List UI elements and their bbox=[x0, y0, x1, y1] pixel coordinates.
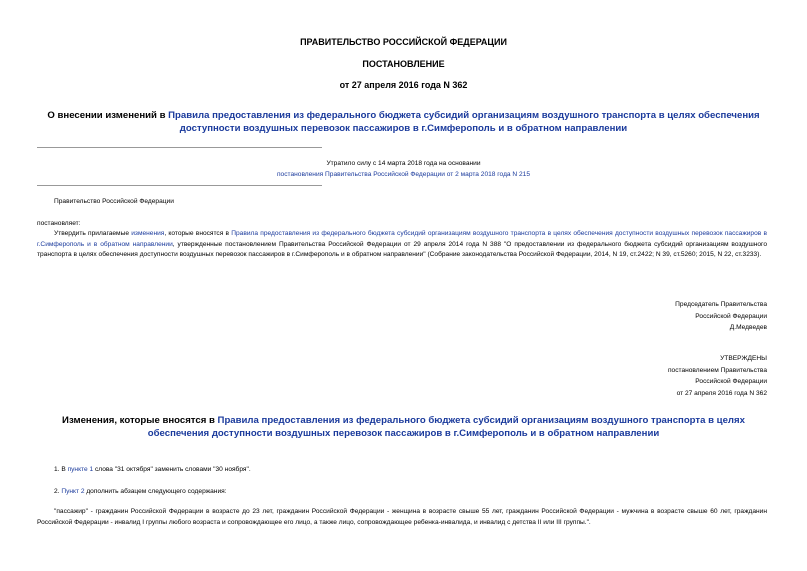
quote-paragraph: "пассажир" - гражданин Российской Федерации в возрасте до 23 лет, гражданин Российской Федерации - женщина в возрасте свыше 55 лет, гражданин Российской Федерации - мужчина в возрасте свыше 60 лет, гражданин Российской Федерации - инвалид I группы любого возраста и сопровождающее его лицо, а также лицо, сопровождающее ребенка-инвалида, и инвалид с детства II или III группы.". bbox=[37, 508, 767, 526]
title-prefix: О внесении изменений в bbox=[47, 110, 169, 121]
approved-date: от 27 апреля 2016 года N 362 bbox=[676, 389, 767, 397]
p1-text-c: , утвержденные постановлением Правительства Российской Федерации от 29 апреля 2014 года N 388 "О предоставлении из федерального бюджета субсидий организациям воздушного транспорта в целях обеспечения доступности воздушных перевозок пассажиров в г.Симферополь и в обратном направлении" bbox=[37, 240, 767, 258]
item-2-text-a: 2. bbox=[54, 488, 62, 495]
item-1 bbox=[54, 465, 251, 476]
decrees-line: постановляет: bbox=[37, 220, 81, 227]
changes-title-prefix: Изменения, которые вносятся в bbox=[62, 415, 218, 426]
divider-bottom bbox=[37, 185, 322, 186]
changes-title bbox=[40, 414, 767, 440]
p1-text-a: Утвердить прилагаемые bbox=[54, 230, 132, 237]
main-paragraph bbox=[37, 229, 767, 261]
signature-block bbox=[675, 299, 767, 334]
item-1-text-b: слова "31 октября" заменить словами "30 ноября". bbox=[93, 466, 251, 473]
approved-heading: УТВЕРЖДЕНЫ bbox=[720, 355, 767, 362]
document-title bbox=[40, 109, 767, 135]
item-1-text-a: 1. В bbox=[54, 466, 68, 473]
government-line: Правительство Российской Федерации bbox=[54, 198, 174, 205]
divider-top bbox=[37, 147, 322, 148]
p1-text-d: (Собрание законодательства Российской Федерации, 2014, N 19, ст.2422; N 39, ст.5260; 2015, N 22, ст.3233). bbox=[425, 251, 762, 258]
approved-by: постановлением Правительства bbox=[667, 366, 767, 374]
signature-org: Российской Федерации bbox=[695, 312, 767, 320]
status-repeal-link[interactable]: постановления Правительства Российской Федерации от 2 марта 2018 года N 215 bbox=[276, 171, 531, 178]
approved-block bbox=[668, 353, 767, 399]
status-note bbox=[0, 158, 807, 180]
rules-link[interactable]: Правила предоставления из федерального бюджета субсидий организациям воздушного транспорта в целях обеспечения доступности воздушных перевозок пассажиров в г.Симферополь и в обратном направлении bbox=[37, 230, 767, 248]
item-2 bbox=[54, 487, 227, 498]
approved-org: Российской Федерации bbox=[695, 378, 767, 385]
signature-name: Д.Медведев bbox=[729, 324, 767, 331]
item-2-link[interactable]: Пункт 2 bbox=[61, 488, 85, 495]
item-2-text-b: дополнить абзацем следующего содержания: bbox=[84, 488, 227, 495]
document-date-number: от 27 апреля 2016 года N 362 bbox=[339, 80, 468, 90]
signature-title: Председатель Правительства bbox=[675, 301, 767, 308]
p1-text-b: , которые вносятся в bbox=[164, 230, 232, 237]
item-1-link[interactable]: пункте 1 bbox=[67, 466, 94, 473]
government-name: ПРАВИТЕЛЬСТВО РОССИЙСКОЙ ФЕДЕРАЦИИ bbox=[300, 37, 507, 47]
changes-link[interactable]: изменения bbox=[131, 230, 165, 237]
changes-title-rules-link[interactable]: Правила предоставления из федерального бюджета субсидий организациям воздушного транспорта в целях обеспечения доступности воздушных перевозок пассажиров в г.Симферополь и в обратном направлении bbox=[147, 415, 745, 439]
document-type: ПОСТАНОВЛЕНИЕ bbox=[362, 59, 445, 69]
title-rules-link[interactable]: Правила предоставления из федерального бюджета субсидий организациям воздушного транспорта в целях обеспечения доступности воздушных перевозок пассажиров в г.Симферополь и в обратном направлении bbox=[168, 110, 760, 134]
status-note-text: Утратило силу с 14 марта 2018 года на основании bbox=[326, 160, 481, 167]
